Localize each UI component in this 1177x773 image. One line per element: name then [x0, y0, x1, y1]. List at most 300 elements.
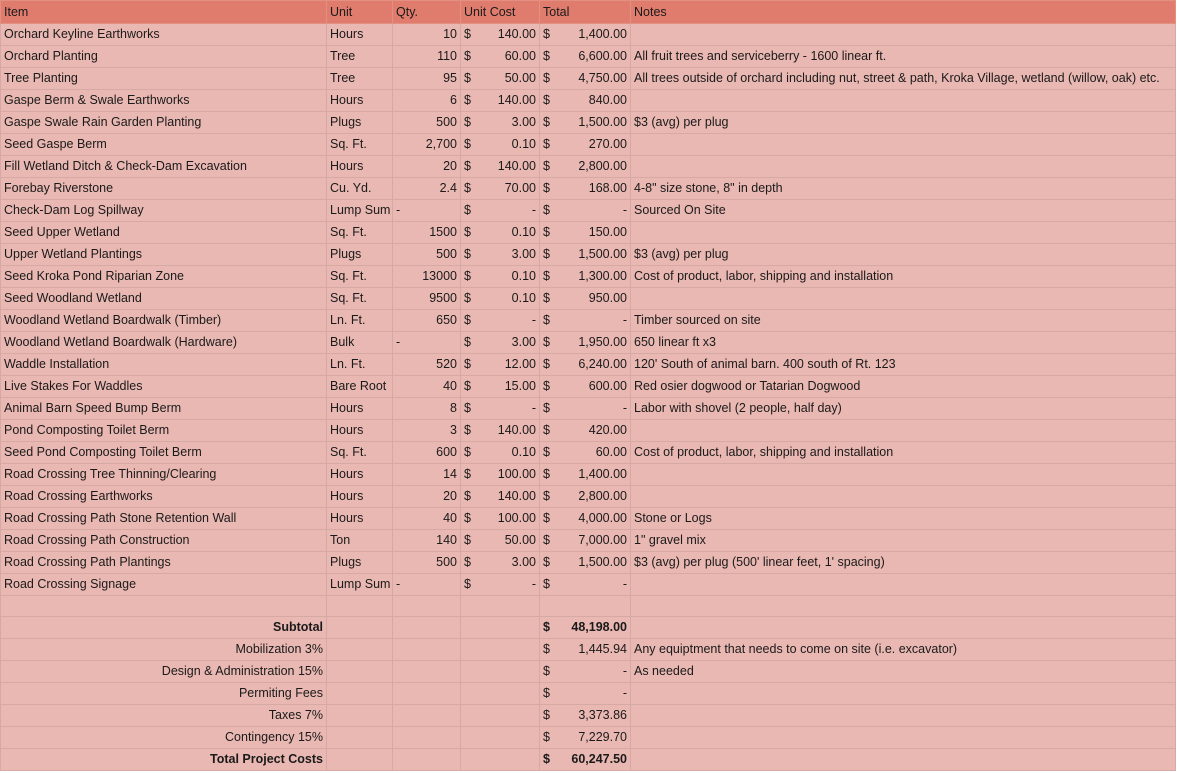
blank-cell[interactable] [1, 596, 327, 617]
qty-cell[interactable]: 500 [393, 244, 461, 266]
total-cell-value [543, 266, 627, 287]
blank-cell[interactable] [327, 749, 393, 771]
unit-cost-cell[interactable] [461, 178, 540, 200]
unit-cost-cell[interactable] [461, 222, 540, 244]
item-cell[interactable]: Forebay Riverstone [1, 178, 327, 200]
currency-symbol: $ [543, 445, 550, 459]
total-cell[interactable] [540, 244, 631, 266]
col-header-qty[interactable]: Qty. [393, 1, 461, 24]
amount: 140.00 [497, 489, 536, 503]
amount: 3.00 [511, 247, 536, 261]
summary-total-cell-value [543, 639, 627, 660]
blank-cell[interactable] [461, 749, 540, 771]
currency-symbol: $ [543, 752, 550, 766]
blank-cell[interactable] [393, 661, 461, 683]
unit-cell[interactable]: Bare Root [327, 376, 393, 398]
total-cell[interactable] [540, 68, 631, 90]
total-cell[interactable] [540, 398, 631, 420]
summary-row [1, 617, 1176, 639]
notes-cell[interactable]: Labor with shovel (2 people, half day) [631, 398, 1176, 420]
item-cell[interactable]: Seed Pond Composting Toilet Berm [1, 442, 327, 464]
notes-cell[interactable]: $3 (avg) per plug [631, 112, 1176, 134]
notes-cell[interactable]: Cost of product, labor, shipping and installation [631, 266, 1176, 288]
table-row [1, 68, 1176, 90]
unit-cell[interactable]: Sq. Ft. [327, 134, 393, 156]
unit-cell[interactable]: Hours [327, 156, 393, 178]
unit-cell[interactable]: Sq. Ft. [327, 222, 393, 244]
amount: - [622, 313, 627, 327]
total-cell-value [543, 442, 627, 463]
item-cell[interactable]: Orchard Planting [1, 46, 327, 68]
total-cell-value [543, 354, 627, 375]
item-cell[interactable]: Gaspe Berm & Swale Earthworks [1, 90, 327, 112]
qty-cell[interactable]: 500 [393, 552, 461, 574]
summary-label-cell[interactable]: Permiting Fees [1, 683, 327, 705]
unit-cost-cell[interactable] [461, 420, 540, 442]
total-cell[interactable] [540, 508, 631, 530]
summary-row [1, 749, 1176, 771]
unit-cell[interactable]: Plugs [327, 112, 393, 134]
currency-symbol: $ [464, 467, 471, 481]
blank-cell[interactable] [327, 596, 393, 617]
total-cell-value [543, 420, 627, 441]
amount: 1,500.00 [578, 115, 627, 129]
unit-cell[interactable]: Hours [327, 90, 393, 112]
amount: 1,400.00 [578, 467, 627, 481]
item-cell[interactable]: Orchard Keyline Earthworks [1, 24, 327, 46]
amount: 0.10 [511, 291, 536, 305]
qty-cell[interactable]: 40 [393, 508, 461, 530]
unit-cost-cell-value [464, 112, 536, 133]
total-cell[interactable] [540, 156, 631, 178]
qty-cell[interactable]: - [393, 332, 461, 354]
summary-row [1, 683, 1176, 705]
item-cell[interactable]: Seed Kroka Pond Riparian Zone [1, 266, 327, 288]
notes-cell[interactable]: 1" gravel mix [631, 530, 1176, 552]
unit-cost-cell[interactable] [461, 442, 540, 464]
amount: 3.00 [511, 335, 536, 349]
unit-cost-cell[interactable] [461, 398, 540, 420]
qty-cell[interactable]: 600 [393, 442, 461, 464]
unit-cost-cell[interactable] [461, 90, 540, 112]
col-header-item[interactable]: Item [1, 1, 327, 24]
amount: - [622, 664, 627, 678]
summary-total-cell[interactable] [540, 661, 631, 683]
item-cell[interactable]: Gaspe Swale Rain Garden Planting [1, 112, 327, 134]
blank-cell[interactable] [461, 683, 540, 705]
summary-notes-cell[interactable]: As needed [631, 661, 1176, 683]
table-body [1, 24, 1176, 771]
blank-cell[interactable] [327, 639, 393, 661]
summary-total-cell[interactable] [540, 727, 631, 749]
currency-symbol: $ [543, 335, 550, 349]
currency-symbol: $ [464, 71, 471, 85]
summary-total-cell[interactable] [540, 683, 631, 705]
total-cell[interactable] [540, 442, 631, 464]
summary-row [1, 661, 1176, 683]
unit-cost-cell-value [464, 310, 536, 331]
currency-symbol: $ [543, 511, 550, 525]
unit-cost-cell-value [464, 442, 536, 463]
total-cell[interactable] [540, 90, 631, 112]
currency-symbol: $ [464, 489, 471, 503]
currency-symbol: $ [464, 269, 471, 283]
summary-total-cell[interactable] [540, 705, 631, 727]
unit-cost-cell[interactable] [461, 508, 540, 530]
item-cell[interactable]: Road Crossing Path Construction [1, 530, 327, 552]
unit-cell[interactable]: Plugs [327, 244, 393, 266]
amount: 950.00 [588, 291, 627, 305]
unit-cell[interactable]: Hours [327, 420, 393, 442]
notes-cell[interactable] [631, 420, 1176, 442]
item-cell[interactable]: Seed Upper Wetland [1, 222, 327, 244]
summary-total-cell-value [543, 749, 627, 770]
total-cell-value [543, 222, 627, 243]
unit-cell[interactable]: Plugs [327, 552, 393, 574]
unit-cost-cell[interactable] [461, 134, 540, 156]
notes-cell[interactable] [631, 464, 1176, 486]
total-cell[interactable] [540, 178, 631, 200]
total-cell[interactable] [540, 552, 631, 574]
summary-label-cell[interactable]: Total Project Costs [1, 749, 327, 771]
qty-cell[interactable]: 110 [393, 46, 461, 68]
currency-symbol: $ [464, 49, 471, 63]
table-row [1, 398, 1176, 420]
blank-cell[interactable] [461, 596, 540, 617]
notes-cell[interactable]: Stone or Logs [631, 508, 1176, 530]
unit-cost-cell[interactable] [461, 288, 540, 310]
item-cell[interactable]: Pond Composting Toilet Berm [1, 420, 327, 442]
col-header-unit-cost[interactable]: Unit Cost [461, 1, 540, 24]
currency-symbol: $ [543, 357, 550, 371]
qty-cell[interactable]: 3 [393, 420, 461, 442]
total-cell[interactable] [540, 354, 631, 376]
qty-cell[interactable]: 95 [393, 68, 461, 90]
qty-cell[interactable]: - [393, 574, 461, 596]
total-cell[interactable] [540, 530, 631, 552]
item-cell[interactable]: Road Crossing Path Stone Retention Wall [1, 508, 327, 530]
blank-cell[interactable] [393, 683, 461, 705]
unit-cost-cell[interactable] [461, 112, 540, 134]
total-cell[interactable] [540, 266, 631, 288]
qty-cell[interactable]: 140 [393, 530, 461, 552]
blank-cell[interactable] [461, 705, 540, 727]
blank-cell[interactable] [393, 596, 461, 617]
total-cell[interactable] [540, 134, 631, 156]
blank-cell[interactable] [327, 661, 393, 683]
item-cell[interactable]: Seed Gaspe Berm [1, 134, 327, 156]
unit-cost-cell[interactable] [461, 486, 540, 508]
notes-cell[interactable]: $3 (avg) per plug [631, 244, 1176, 266]
amount: 3.00 [511, 115, 536, 129]
notes-cell[interactable]: Cost of product, labor, shipping and installation [631, 442, 1176, 464]
summary-notes-cell[interactable] [631, 617, 1176, 639]
amount: 3,373.86 [578, 708, 627, 722]
table-row [1, 530, 1176, 552]
notes-cell[interactable]: Red osier dogwood or Tatarian Dogwood [631, 376, 1176, 398]
unit-cost-cell-value [464, 68, 536, 89]
qty-cell[interactable]: 500 [393, 112, 461, 134]
item-cell[interactable]: Woodland Wetland Boardwalk (Timber) [1, 310, 327, 332]
total-cell[interactable] [540, 486, 631, 508]
qty-cell[interactable]: 10 [393, 24, 461, 46]
table-row [1, 376, 1176, 398]
total-cell-value [543, 574, 627, 595]
summary-label-cell[interactable]: Mobilization 3% [1, 639, 327, 661]
item-cell[interactable]: Tree Planting [1, 68, 327, 90]
currency-symbol: $ [543, 159, 550, 173]
total-cell-value [543, 134, 627, 155]
amount: 168.00 [588, 181, 627, 195]
notes-cell[interactable]: Timber sourced on site [631, 310, 1176, 332]
qty-cell[interactable]: 1500 [393, 222, 461, 244]
unit-cell[interactable]: Sq. Ft. [327, 442, 393, 464]
total-cell[interactable] [540, 24, 631, 46]
summary-notes-cell[interactable]: Any equiptment that needs to come on site (i.e. excavator) [631, 639, 1176, 661]
unit-cost-cell[interactable] [461, 354, 540, 376]
total-cell-value [543, 398, 627, 419]
total-cell-value [543, 244, 627, 265]
qty-cell[interactable]: 8 [393, 398, 461, 420]
unit-cost-cell-value [464, 178, 536, 199]
unit-cost-cell[interactable] [461, 266, 540, 288]
item-cell[interactable]: Waddle Installation [1, 354, 327, 376]
unit-cost-cell-value [464, 508, 536, 529]
item-cell[interactable]: Road Crossing Earthworks [1, 486, 327, 508]
item-cell[interactable]: Woodland Wetland Boardwalk (Hardware) [1, 332, 327, 354]
qty-cell[interactable]: 2,700 [393, 134, 461, 156]
total-cell[interactable] [540, 112, 631, 134]
unit-cell[interactable]: Sq. Ft. [327, 288, 393, 310]
unit-cost-cell[interactable] [461, 376, 540, 398]
currency-symbol: $ [543, 49, 550, 63]
currency-symbol: $ [464, 115, 471, 129]
notes-cell[interactable]: 4-8" size stone, 8" in depth [631, 178, 1176, 200]
blank-cell[interactable] [461, 727, 540, 749]
notes-cell[interactable] [631, 156, 1176, 178]
table-row [1, 156, 1176, 178]
amount: 6,600.00 [578, 49, 627, 63]
qty-cell[interactable]: 6 [393, 90, 461, 112]
blank-cell[interactable] [393, 749, 461, 771]
summary-notes-cell[interactable] [631, 705, 1176, 727]
total-cell-value [543, 530, 627, 551]
notes-cell[interactable]: 120' South of animal barn. 400 south of Rt. 123 [631, 354, 1176, 376]
unit-cost-cell-value [464, 46, 536, 67]
notes-cell[interactable] [631, 574, 1176, 596]
qty-cell[interactable]: 650 [393, 310, 461, 332]
total-cell[interactable] [540, 332, 631, 354]
notes-cell[interactable]: 650 linear ft x3 [631, 332, 1176, 354]
blank-cell[interactable] [393, 639, 461, 661]
unit-cell[interactable]: Hours [327, 24, 393, 46]
notes-cell[interactable]: Sourced On Site [631, 200, 1176, 222]
unit-cost-cell-value [464, 530, 536, 551]
summary-label-cell[interactable]: Subtotal [1, 617, 327, 639]
currency-symbol: $ [543, 313, 550, 327]
col-header-notes[interactable]: Notes [631, 1, 1176, 24]
unit-cost-cell[interactable] [461, 552, 540, 574]
unit-cost-cell[interactable] [461, 310, 540, 332]
notes-cell[interactable] [631, 288, 1176, 310]
amount: 2,800.00 [578, 489, 627, 503]
unit-cost-cell-value [464, 486, 536, 507]
table-row [1, 90, 1176, 112]
summary-label-cell[interactable]: Taxes 7% [1, 705, 327, 727]
unit-cost-cell[interactable] [461, 156, 540, 178]
qty-cell[interactable]: 14 [393, 464, 461, 486]
table-row [1, 552, 1176, 574]
unit-cost-cell[interactable] [461, 24, 540, 46]
item-cell[interactable]: Road Crossing Signage [1, 574, 327, 596]
blank-cell[interactable] [327, 617, 393, 639]
unit-cost-cell[interactable] [461, 332, 540, 354]
currency-symbol: $ [464, 423, 471, 437]
currency-symbol: $ [543, 708, 550, 722]
item-cell[interactable]: Animal Barn Speed Bump Berm [1, 398, 327, 420]
unit-cost-cell-value [464, 398, 536, 419]
total-cell-value [543, 46, 627, 67]
unit-cost-cell-value [464, 200, 536, 221]
unit-cost-cell[interactable] [461, 46, 540, 68]
amount: - [622, 577, 627, 591]
blank-cell[interactable] [461, 661, 540, 683]
currency-symbol: $ [464, 445, 471, 459]
item-cell[interactable]: Road Crossing Tree Thinning/Clearing [1, 464, 327, 486]
unit-cost-cell[interactable] [461, 530, 540, 552]
table-row [1, 134, 1176, 156]
qty-cell[interactable]: 20 [393, 156, 461, 178]
unit-cell[interactable]: Ln. Ft. [327, 310, 393, 332]
col-header-total[interactable]: Total [540, 1, 631, 24]
summary-total-cell[interactable] [540, 617, 631, 639]
currency-symbol: $ [543, 379, 550, 393]
item-cell[interactable]: Seed Woodland Wetland [1, 288, 327, 310]
qty-cell[interactable]: 520 [393, 354, 461, 376]
notes-cell[interactable]: $3 (avg) per plug (500' linear feet, 1' spacing) [631, 552, 1176, 574]
blank-cell[interactable] [393, 727, 461, 749]
notes-cell[interactable] [631, 134, 1176, 156]
summary-total-cell[interactable] [540, 749, 631, 771]
unit-cell[interactable]: Cu. Yd. [327, 178, 393, 200]
total-cell[interactable] [540, 288, 631, 310]
item-cell[interactable]: Fill Wetland Ditch & Check-Dam Excavation [1, 156, 327, 178]
table-row [1, 244, 1176, 266]
blank-cell[interactable] [631, 596, 1176, 617]
total-cell[interactable] [540, 464, 631, 486]
blank-cell[interactable] [461, 639, 540, 661]
item-cell[interactable]: Upper Wetland Plantings [1, 244, 327, 266]
unit-cell[interactable]: Bulk [327, 332, 393, 354]
summary-row [1, 639, 1176, 661]
notes-cell[interactable]: All fruit trees and serviceberry - 1600 linear ft. [631, 46, 1176, 68]
unit-cell[interactable]: Ln. Ft. [327, 354, 393, 376]
item-cell[interactable]: Check-Dam Log Spillway [1, 200, 327, 222]
unit-cell[interactable]: Hours [327, 464, 393, 486]
summary-notes-cell[interactable] [631, 749, 1176, 771]
currency-symbol: $ [464, 203, 471, 217]
summary-total-cell-value [543, 727, 627, 748]
unit-cost-cell[interactable] [461, 464, 540, 486]
unit-cost-cell[interactable] [461, 574, 540, 596]
unit-cell[interactable]: Hours [327, 508, 393, 530]
qty-cell[interactable]: 13000 [393, 266, 461, 288]
unit-cell[interactable]: Hours [327, 398, 393, 420]
unit-cost-cell[interactable] [461, 244, 540, 266]
notes-cell[interactable] [631, 222, 1176, 244]
unit-cost-cell[interactable] [461, 68, 540, 90]
qty-cell[interactable]: 20 [393, 486, 461, 508]
unit-cost-cell[interactable] [461, 200, 540, 222]
unit-cell[interactable]: Lump Sum [327, 200, 393, 222]
summary-total-cell-value [543, 705, 627, 726]
blank-cell[interactable] [327, 683, 393, 705]
blank-cell[interactable] [393, 705, 461, 727]
total-cell[interactable] [540, 574, 631, 596]
col-header-unit[interactable]: Unit [327, 1, 393, 24]
qty-cell[interactable]: 9500 [393, 288, 461, 310]
notes-cell[interactable] [631, 24, 1176, 46]
blank-cell[interactable] [461, 617, 540, 639]
amount: 100.00 [497, 511, 536, 525]
summary-total-cell[interactable] [540, 639, 631, 661]
notes-cell[interactable] [631, 486, 1176, 508]
summary-label-cell[interactable]: Design & Administration 15% [1, 661, 327, 683]
unit-cell[interactable]: Hours [327, 486, 393, 508]
total-cell[interactable] [540, 222, 631, 244]
qty-cell[interactable]: - [393, 200, 461, 222]
total-cell[interactable] [540, 200, 631, 222]
qty-cell[interactable]: 2.4 [393, 178, 461, 200]
amount: 140.00 [497, 93, 536, 107]
unit-cell[interactable]: Sq. Ft. [327, 266, 393, 288]
amount: 4,000.00 [578, 511, 627, 525]
blank-cell[interactable] [327, 727, 393, 749]
total-cell[interactable] [540, 310, 631, 332]
summary-notes-cell[interactable] [631, 727, 1176, 749]
unit-cell[interactable]: Tree [327, 46, 393, 68]
blank-cell[interactable] [327, 705, 393, 727]
currency-symbol: $ [543, 620, 550, 634]
qty-cell[interactable]: 40 [393, 376, 461, 398]
unit-cell[interactable]: Lump Sum [327, 574, 393, 596]
summary-total-cell-value [543, 617, 627, 638]
item-cell[interactable]: Road Crossing Path Plantings [1, 552, 327, 574]
total-cell-value [543, 178, 627, 199]
blank-cell[interactable] [393, 617, 461, 639]
item-cell[interactable]: Live Stakes For Waddles [1, 376, 327, 398]
total-cell[interactable] [540, 46, 631, 68]
blank-cell[interactable] [540, 596, 631, 617]
amount: 1,400.00 [578, 27, 627, 41]
total-cell[interactable] [540, 376, 631, 398]
notes-cell[interactable] [631, 90, 1176, 112]
currency-symbol: $ [543, 225, 550, 239]
total-cell[interactable] [540, 420, 631, 442]
summary-label-cell[interactable]: Contingency 15% [1, 727, 327, 749]
unit-cost-cell-value [464, 420, 536, 441]
notes-cell[interactable]: All trees outside of orchard including nut, street & path, Kroka Village, wetland (willow, oak) etc. [631, 68, 1176, 90]
unit-cell[interactable]: Tree [327, 68, 393, 90]
currency-symbol: $ [543, 115, 550, 129]
unit-cost-cell-value [464, 134, 536, 155]
amount: 7,000.00 [578, 533, 627, 547]
amount: - [531, 203, 536, 217]
summary-notes-cell[interactable] [631, 683, 1176, 705]
currency-symbol: $ [543, 269, 550, 283]
amount: 15.00 [504, 379, 536, 393]
unit-cell[interactable]: Ton [327, 530, 393, 552]
